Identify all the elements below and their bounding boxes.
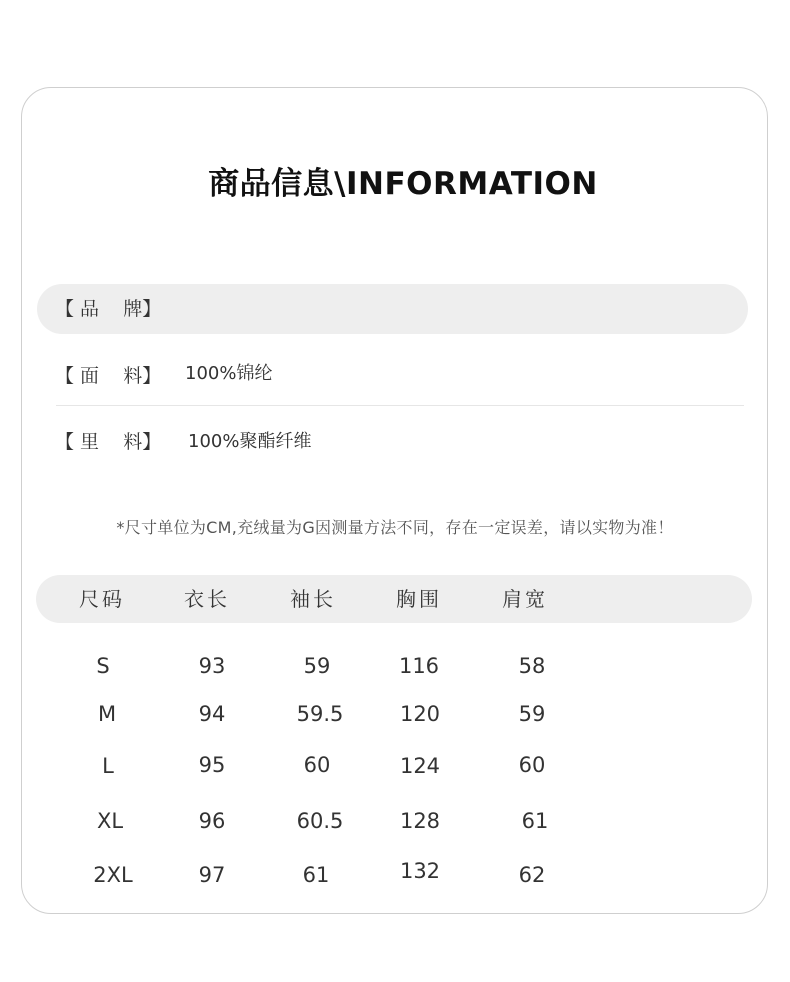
cell-chest: 128 — [399, 809, 441, 833]
fabric-label: 【 面 料】 — [55, 365, 162, 387]
cell-size: S — [96, 654, 110, 678]
cell-chest: 120 — [399, 702, 441, 726]
header-sleeve: 袖长 — [290, 587, 336, 611]
cell-length: 95 — [198, 753, 226, 777]
info-row-fabric — [37, 351, 748, 401]
lining-value: 100%聚酯纤维 — [188, 431, 312, 452]
cell-shoulder: 60 — [518, 753, 546, 777]
cell-shoulder: 62 — [518, 863, 546, 887]
cell-chest: 116 — [398, 654, 440, 678]
cell-sleeve: 60.5 — [296, 809, 344, 833]
header-chest: 胸围 — [396, 587, 442, 611]
cell-sleeve: 59.5 — [296, 702, 344, 726]
lining-label: 【 里 料】 — [55, 431, 162, 453]
cell-length: 94 — [198, 702, 226, 726]
cell-size: XL — [96, 809, 124, 833]
cell-chest: 132 — [399, 859, 441, 883]
cell-sleeve: 60 — [303, 753, 331, 777]
brand-label: 【 品 牌】 — [55, 298, 162, 320]
info-row-brand — [37, 284, 748, 334]
header-size: 尺码 — [79, 587, 125, 611]
info-row-lining — [37, 417, 748, 467]
cell-sleeve: 59 — [303, 654, 331, 678]
cell-length: 93 — [198, 654, 226, 678]
cell-sleeve: 61 — [302, 863, 330, 887]
cell-length: 97 — [198, 863, 226, 887]
cell-shoulder: 61 — [521, 809, 549, 833]
cell-size: 2XL — [93, 863, 133, 887]
cell-shoulder: 58 — [518, 654, 546, 678]
size-table-header — [36, 575, 752, 623]
header-length: 衣长 — [184, 587, 230, 611]
measurement-note: *尺寸单位为CM,充绒量为G因测量方法不同，存在一定误差，请以实物为准！ — [116, 518, 674, 537]
header-shoulder: 肩宽 — [502, 587, 548, 611]
cell-shoulder: 59 — [518, 702, 546, 726]
info-card — [21, 87, 768, 914]
cell-chest: 124 — [399, 754, 441, 778]
cell-length: 96 — [198, 809, 226, 833]
fabric-value: 100%锦纶 — [185, 363, 273, 384]
cell-size: L — [102, 754, 114, 778]
page-title: 商品信息\INFORMATION — [208, 166, 598, 202]
divider — [56, 405, 744, 406]
cell-size: M — [97, 702, 117, 726]
